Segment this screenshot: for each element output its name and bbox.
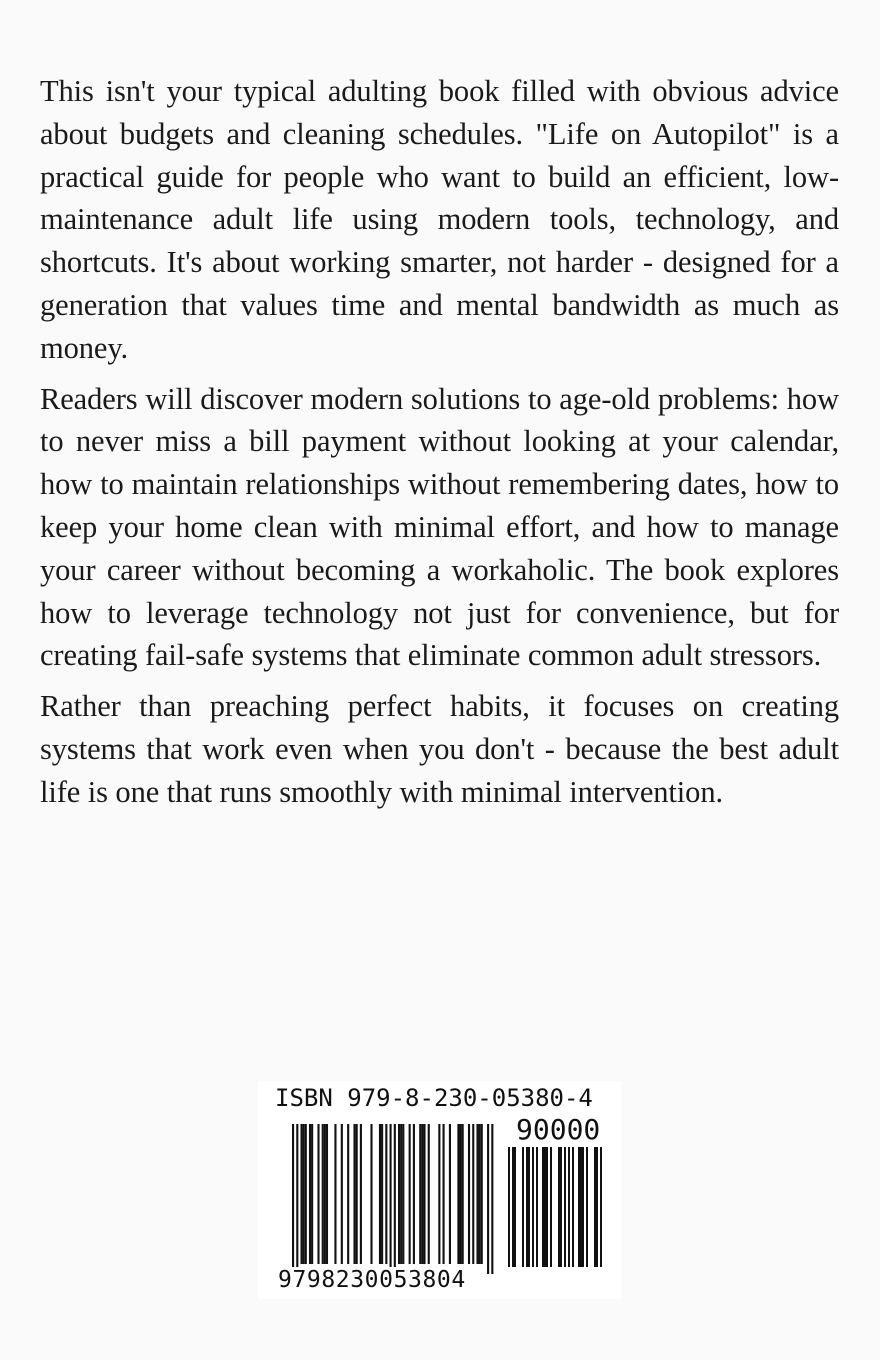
barcode-bar (402, 1124, 404, 1264)
barcode-bar (390, 1124, 392, 1274)
barcode-bar (334, 1124, 336, 1264)
barcode-bar (536, 1147, 538, 1267)
barcode-bar (381, 1124, 383, 1264)
barcode-bar (423, 1124, 425, 1264)
barcode-bar (400, 1124, 402, 1264)
barcode-bar (582, 1147, 584, 1267)
barcode-bar (398, 1124, 400, 1264)
barcode-bar (370, 1124, 372, 1264)
barcode-bar (459, 1124, 461, 1264)
barcode-bar (586, 1147, 588, 1267)
barcode-bar (347, 1124, 349, 1264)
barcode-bar (472, 1124, 474, 1264)
barcode-bar (324, 1124, 326, 1264)
back-cover-blurb (40, 70, 839, 822)
isbn-label: ISBN 979-8-230-05380-4 (275, 1084, 593, 1112)
barcode-bar (572, 1147, 574, 1267)
barcode-bar (356, 1124, 358, 1264)
barcode-bar (317, 1124, 319, 1264)
barcode-bar (457, 1124, 459, 1264)
ean-digits: 9798230053804 (278, 1267, 466, 1293)
barcode-bar (326, 1124, 328, 1264)
barcode-bar (421, 1124, 423, 1264)
barcode-bar (568, 1147, 570, 1267)
barcode-bar (379, 1124, 381, 1264)
barcode-bar (353, 1124, 355, 1264)
barcode-bar (578, 1147, 580, 1267)
barcode-bar (296, 1124, 298, 1274)
barcode-bar (487, 1124, 489, 1274)
barcode-bar (594, 1147, 596, 1267)
barcode-bar (438, 1124, 440, 1264)
barcode-bar (292, 1124, 294, 1274)
addon-price-code: 90000 (516, 1113, 601, 1146)
barcode-bar (305, 1124, 307, 1264)
barcode-bar (512, 1147, 514, 1267)
barcode-bar (491, 1124, 493, 1274)
barcode-bar (303, 1124, 305, 1264)
barcode-bar (528, 1147, 530, 1267)
blurb-paragraph-2: Readers will discover modern solutions to age-old problems: how to never miss a bill payment without looking at your calendar, how to maintain relationships without remembering dates, how to keep your home clean with minimal effort, and how to manage your career without becoming a workaholic. The book explores how to leverage technology not just for convenience, but for creating fail-safe systems that eliminate common adult stressors. (40, 381, 839, 673)
barcode-bar (409, 1124, 411, 1264)
barcode-bar (300, 1124, 302, 1264)
barcode-bar (550, 1147, 552, 1267)
barcode-bar (341, 1124, 343, 1264)
barcode-bar (479, 1124, 481, 1264)
barcode-bar (508, 1147, 510, 1267)
barcode-bar (522, 1147, 524, 1267)
barcode-bar (449, 1124, 451, 1264)
barcode-bar (481, 1124, 483, 1264)
blurb-paragraph-3: Rather than preaching perfect habits, it focuses on creating systems that work even when you don't - because the best adult life is one that runs smoothly with minimal intervention. (40, 689, 839, 809)
barcode-bar (580, 1147, 582, 1267)
barcode-bar (600, 1147, 602, 1267)
blurb-paragraph-1: This isn't your typical adulting book filled with obvious advice about budgets and cleaning schedules. "Life on Autopilot" is a practical guide for people who want to build an efficient, low-maintenance adult life using modern tools, technology, and shortcuts. It's about working smarter, not harder - designed for a generation that values time and mental bandwidth as much as money. (40, 74, 839, 365)
barcode-bar (419, 1124, 421, 1264)
barcode-bar (311, 1124, 313, 1264)
barcode-bar (546, 1147, 548, 1267)
barcode-bar (558, 1147, 560, 1267)
barcode-bar (462, 1124, 464, 1264)
barcode-bar (413, 1124, 415, 1264)
barcode-bar (468, 1124, 470, 1264)
barcode-bar (532, 1147, 534, 1267)
barcode-bar (443, 1124, 445, 1264)
barcode-bar (309, 1124, 311, 1264)
isbn-barcode (258, 1081, 621, 1299)
barcode-bar (542, 1147, 544, 1267)
barcode-bar (560, 1147, 562, 1267)
barcode-bar (476, 1124, 478, 1264)
barcode-bar (514, 1147, 516, 1267)
barcode-bar (596, 1147, 598, 1267)
barcode-bar (360, 1124, 362, 1264)
barcode-bar (322, 1124, 324, 1264)
barcode-bar (385, 1124, 387, 1264)
barcode-bar (564, 1147, 566, 1267)
barcode-bar (394, 1124, 396, 1274)
barcode-bar (428, 1124, 430, 1264)
barcode-bar (526, 1147, 528, 1267)
barcode-bar (544, 1147, 546, 1267)
